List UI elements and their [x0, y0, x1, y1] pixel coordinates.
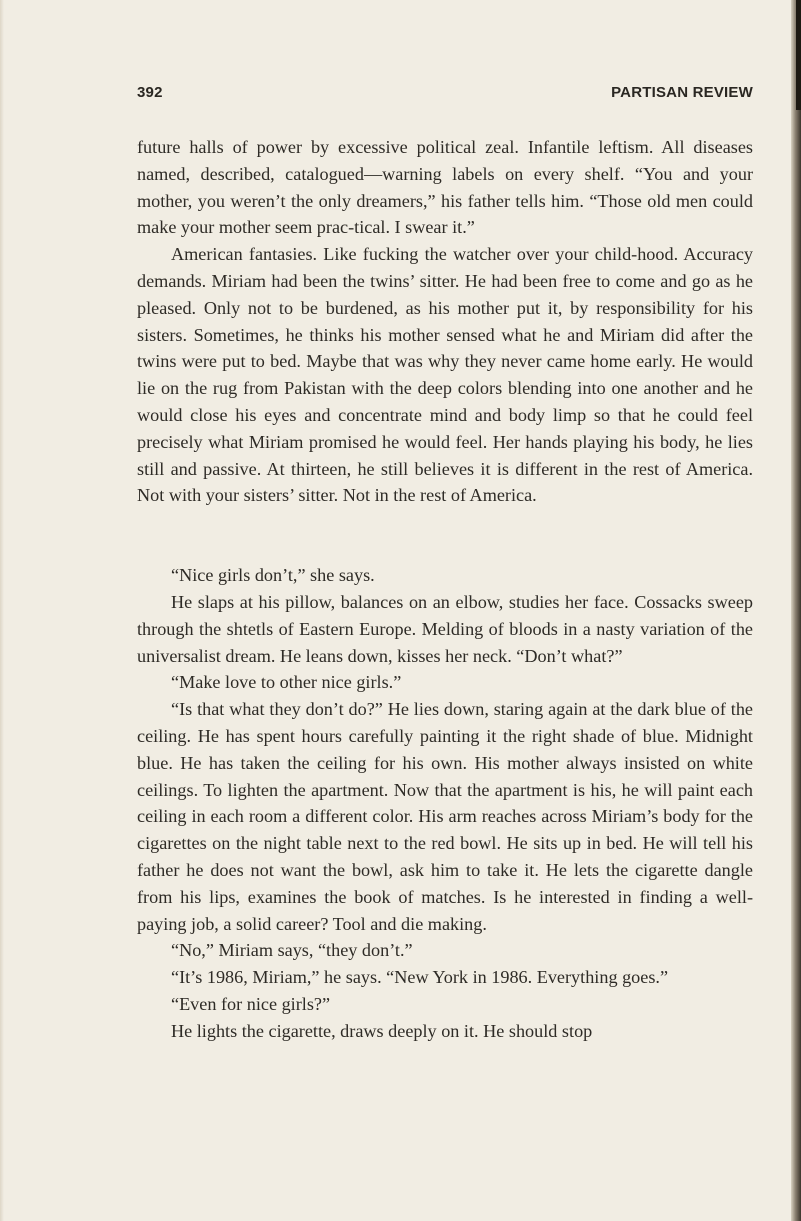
page-left-edge — [0, 0, 4, 1221]
journal-title: PARTISAN REVIEW — [611, 84, 753, 101]
paragraph: future halls of power by excessive political zeal. Infantile leftism. All diseases named, described, catalogued—warning labels on every shelf. “You and your mother, you weren’t the only dreamers,” his father tells him. “Those old men could make your mother seem prac-tical. I swear it.” — [137, 137, 753, 238]
body-text — [137, 134, 753, 1045]
running-head — [137, 84, 753, 106]
paragraph: He lights the cigarette, draws deeply on it. He should stop — [171, 1020, 593, 1041]
paragraph: “It’s 1986, Miriam,” he says. “New York in 1986. Everything goes.” — [171, 967, 669, 988]
page-number: 392 — [137, 84, 163, 101]
paragraph: He slaps at his pillow, balances on an elbow, studies her face. Cossacks sweep through the shtetls of Eastern Europe. Melding of bloods in a nasty variation of the universalist dream. He leans down, kisses her neck. “Don’t what?” — [137, 591, 753, 666]
book-gutter-shadow — [791, 0, 801, 1221]
paragraph: American fantasies. Like fucking the watcher over your child-hood. Accuracy demands. Miriam had been the twins’ sitter. He had been free to come and go as he pleased. Only not to be burdened, as his mother put it, by responsibility for his sisters. Sometimes, he thinks his mother sensed what he and Miriam did after the twins were put to bed. Maybe that was why they never came home early. He would lie on the rug from Pakistan with the deep colors blending into one another and he would close his eyes and concentrate mind and body limp so that he could feel precisely what Miriam promised he would feel. Her hands playing his body, he lies still and passive. At thirteen, he still believes it is different in the rest of America. Not with your sisters’ sitter. Not in the rest of America. — [137, 244, 753, 506]
paragraph: “Nice girls don’t,” she says. — [171, 565, 375, 586]
paragraph: “Even for nice girls?” — [171, 993, 331, 1014]
book-binding-edge — [796, 0, 801, 110]
paragraph: “Is that what they don’t do?” He lies down, staring again at the dark blue of the ceiling. He has spent hours carefully painting it the right shade of blue. Midnight blue. He has taken the ceiling for his own. His mother always insisted on white ceilings. To lighten the apartment. Now that the apartment is his, he will paint each ceiling in each room a different color. His arm reaches across Miriam’s body for the cigarettes on the night table next to the red bowl. He sits up in bed. He will tell his father he does not want the bowl, ask him to take it. He lets the cigarette dangle from his lips, examines the book of matches. Is he interested in finding a well-paying job, a solid career? Tool and die making. — [137, 699, 753, 934]
paragraph: “Make love to other nice girls.” — [171, 672, 402, 693]
section-break — [137, 509, 753, 562]
paragraph: “No,” Miriam says, “they don’t.” — [171, 940, 413, 961]
